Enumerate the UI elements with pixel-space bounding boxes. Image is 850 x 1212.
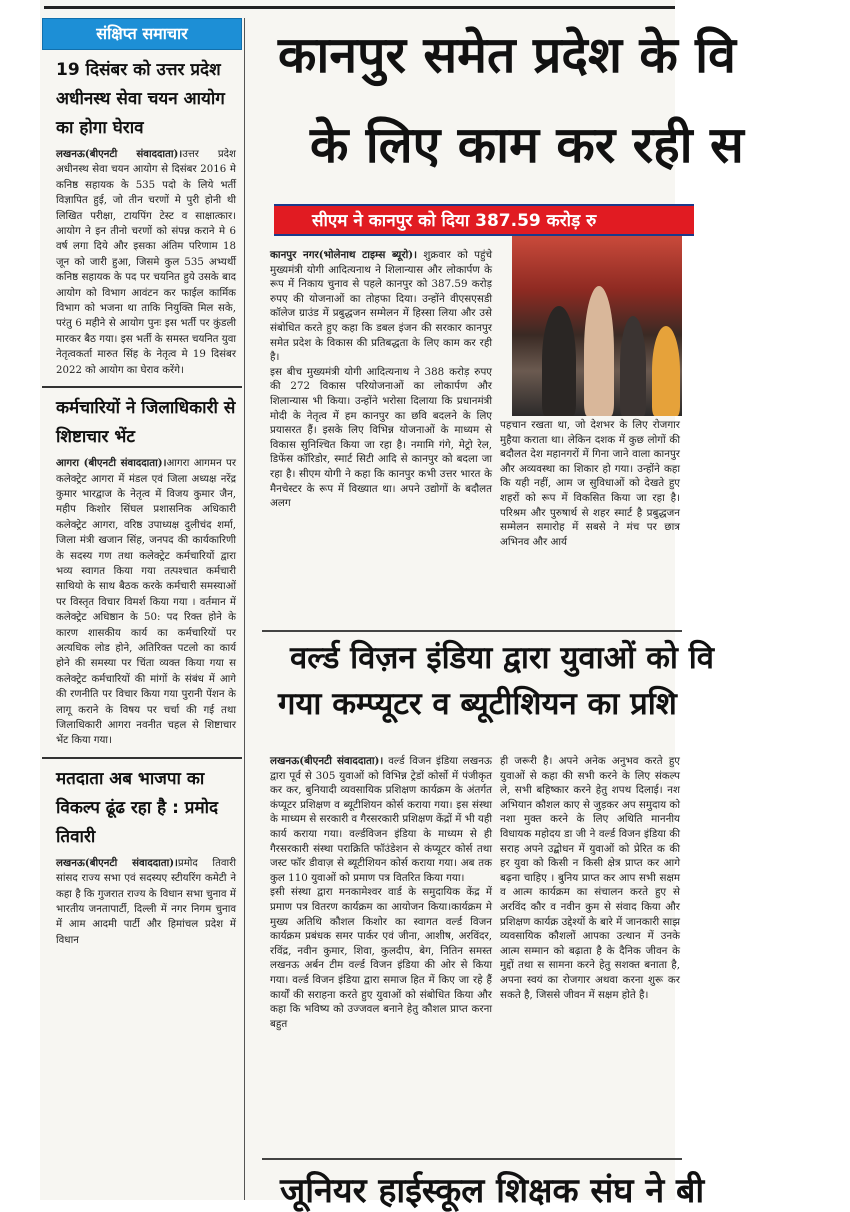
lead-headline-line2: के लिए काम कर रही स bbox=[310, 116, 744, 174]
lead-column-2: पहचान रखता था, जो देशभर के लिए रोजगार मुहैया कराता था। लेकिन दशक में कुछ लोगों की बदौलत देश महानगरों में गिना जाने वाला कानपुर और अव्यवस्था का शिकार हो गया। उन्होंने कहा कि यही नहीं, आम ज सुविधाओं को देखते हुए शहरों को रूप में विकसित किया जा रहा है। परिश्रम और पुरुषार्थ से शहर स्मार्ट है प्रबुद्धजन सम्मेलन समारोह में सबसे ने मंच पर छात्र अभिनव और आर्य bbox=[500, 419, 680, 548]
story3-body: प्रमोद तिवारी सांसद राज्य सभा एवं सदस्यए स्टीयरिंग कमेटी ने कहा है कि गुजरात राज्य के विधान सभा चुनाव में भारतीय जनतापार्टी, दिल्ली में नगर निगम चुनाव में आम आदमी पार्टी और हिमांचल प्रदेश में विधान bbox=[56, 857, 236, 946]
story1-body: उत्तर प्रदेश अधीनस्थ सेवा चयन आयोग से दिसंबर 2016 मे कनिष्ठ सहायक के 535 पदो के लिये भर्ती विज्ञापित हुई, जो तीन चरणों मे पुरी होनी थी लिखित परीक्षा, टायपिंग टेस्ट व साक्षात्कार। आयोग ने इन तीनो चरणों को संपन्न कराने मे 6 वर्ष लगा दिये और इसका अंतिम परिणाम 18 जून को जारी हुआ, जिसमे कुल 535 अभ्यर्थी कनिष्ठ सहायक के पद पर चयनित हुये उसके बाद आयोग को विभाग आवंटन कर फाईल कार्मिक विभाग को भजना था ताकि नियुक्ति मिल सके, परंतु 6 महीने से आयोग पुनः इस भर्ती पर कुंडली मारकर बैठ गया। इस भर्ती के समस्त चयनित युवा नेतृत्वकर्ता मारुत सिंह के नेतृत्व मे 19 दिसंबर 2022 को आयोग का घेराव करेंगे। bbox=[56, 149, 236, 376]
story1-text bbox=[56, 147, 236, 378]
story2-body: आगरा आगमन पर कलेक्ट्रेट आगरा में मंडल एवं जिला अध्यक्ष नरेंद्र कुमार भारद्वाज के नेतृत्व में विजय कुमार जैन, महीप किशोर सिंघल प्रशासनिक अधिकारी कलेक्ट्रेट आगरा, वरिष्ठ उपाध्यक्ष दुलीचंद शर्मा, जिला मंत्री खजान सिंह, जनपद की कार्यकारिणी के सदस्य गण तथा कलेक्ट्रेट कर्मचारियों द्वारा भव्य स्वागत किया गया तत्पश्चात कर्मचारी साथियो के साथ बैठक करके कर्मचारी समस्याओं पर विस्तृत विचार विमर्श किया गया । वर्तमान में कलेक्ट्रेट अधिष्ठान के 50: पद रिक्त होने के कारण शासकीय कार्य का कर्मचारियों पर अत्यधिक लोड होने, अतिरिक्त पटलो का कार्य होने की समस्या पर चिंता व्यक्त किया गया स कलेक्ट्रेट कर्मचारियों की मांगों के संबंध में आगे की रणनीति पर विचार किया गया पुरानी पेंशन के लागू कराने के विषय पर चर्चा की गई तथा जिलाधिकारी आगरा नवनीत चहल से शिष्टाचार भेंट किया गया। bbox=[56, 458, 236, 747]
story3-text bbox=[56, 856, 236, 948]
lead-body-2: इस बीच मुख्यमंत्री योगी आदित्यनाथ ने 388 करोड़ रुपए की 272 विकास परियोजनाओं का लोकार्पण और शिलान्यास भी किया। उन्होंने भरोसा दिलाया कि प्रधानमंत्री मोदी के नेतृत्व में हम कानपुर का छवि बदलने के लिए प्रयासरत हैं। इसके लिए विभिन्न योजनाओं के माध्यम से विकास सुनिश्चित किया जा रहा है। नमामि गंगे, मेट्रो रेल, डिफेंस कॉरिडोर, स्मार्ट सिटी आदि से कानपुर को बदला जा रहा है। सीएम योगी ने कहा कि कानपुर कभी उत्तर भारत के मैनचेस्टर के रूप में विख्यात था। अपने उद्योगों के बदौलत अलग bbox=[270, 365, 492, 510]
second-headline-line2: गया कम्प्यूटर व ब्यूटीशियन का प्रशि bbox=[278, 686, 677, 722]
brief-news-banner: संक्षिप्त समाचार bbox=[42, 18, 242, 50]
story3-dateline: लखनऊ(बीएनटी संवाददाता)। bbox=[56, 856, 178, 869]
lead-headline-line1: कानपुर समेत प्रदेश के वि bbox=[278, 26, 736, 84]
story1-headline: 19 दिसंबर को उत्तर प्रदेश अधीनस्थ सेवा चयन आयोग का होगा घेराव bbox=[56, 60, 225, 138]
column-divider bbox=[244, 18, 245, 1200]
story2-headline: कर्मचारियों ने जिलाधिकारी से शिष्टाचार भेंट bbox=[56, 398, 236, 448]
second-body-1: वर्ल्ड विजन इंडिया लखनऊ द्वारा पूर्व से 305 युवाओं को विभिन्न ट्रेडों कोर्सो में पंजीकृत कर कर, बुनियादी व्यवसायिक प्रशिक्षण कार्यक्रम के अंतर्गत कंप्यूटर प्रशिक्षण व ब्यूटीशियन कोर्स कराया गया। इस संस्था के माध्यम से सरकारी व गैरसरकारी प्रशिक्षण केंद्रों में भी यही कार्य कराया गया। वर्ल्डविजन इंडिया के माध्यम से ही गैरसरकारी संस्था पराक्रिति फॉउंडेशन से कंप्यूटर कोर्स तथा जस्ट फॉर डीवाज़ से ब्यूटीशियन कोर्स कराया गया। अब तक कुल 110 युवाओं को प्रमाण पत्र वितरित किया गया। bbox=[270, 755, 492, 884]
lead-column-1 bbox=[270, 248, 492, 511]
scan-margin bbox=[0, 0, 40, 1200]
subheadline-strip bbox=[274, 204, 694, 236]
bottom-headline: जूनियर हाईस्कूल शिक्षक संघ ने बी bbox=[280, 1171, 705, 1211]
story1-dateline: लखनऊ(बीएनटी संवाददाता)। bbox=[56, 148, 183, 160]
event-photo bbox=[512, 236, 682, 416]
second-dateline: लखनऊ(बीएनटी संवाददाता)। bbox=[270, 755, 384, 767]
second-body-2: इसी संस्था द्वारा मनकामेश्वर वार्ड के समुदायिक केंद्र में प्रमाण पत्र वितरण कार्यक्रम का आयोजन किया।कार्यक्रम मे मुख्य अतिथि कौशल किशोर का स्वागत वर्ल्ड विजन कार्यक्रम प्रबंधक समर पार्कर एवं जीना, आशीष, अरविंदर, रविंद्र, नवीन कुमार, शिवा, कुलदीप, बेग, नितिन समस्त लखनऊ अर्बन टीम वर्ल्ड विजन इंडिया की ओर से किया गया। वर्ल्ड विजन इंडिया द्वारा समाज हित में किए जा रहे हैं कार्यों की सराहना करते हुए युवाओं को संबोधित किया और कहा कि भविष्य को उज्जवल बनाने हेतु कौशल प्राप्त करना बहुत bbox=[270, 886, 492, 1030]
subheadline-text: सीएम ने कानपुर को दिया 387.59 करोड़ रु bbox=[312, 211, 597, 231]
story2-text bbox=[56, 456, 236, 749]
divider bbox=[42, 757, 242, 759]
story3-headline: मतदाता अब भाजपा का विकल्प ढूंढ रहा है : प्रमोद तिवारी bbox=[56, 768, 219, 847]
main-stories bbox=[250, 18, 744, 1211]
second-column-1 bbox=[270, 754, 492, 1031]
brief-news-column bbox=[42, 18, 242, 1200]
story2-dateline: आगरा (बीएनटी संवाददाता)। bbox=[56, 457, 167, 470]
second-headline-line1: वर्ल्ड विज़न इंडिया द्वारा युवाओं को वि bbox=[290, 640, 714, 676]
second-column-2: ही जरूरी है। अपने अनेक अनुभव करते हुए युवाओं से कहा की सभी करने के लिए संकल्प ले, सभी बहिष्कार करने हेतु शपथ दिलाई। नश अभियान कौशल काए से जुड़कर अप समुदाय को नशा मुक्त करने के लिए अथिति माननीय विधायक महोदय डा जी ने वर्ल्ड विजन इंडिया की सराह अपने उद्बोधन में युवाओं को प्रेरित क की हर युवा को किसी न किसी क्षेत्र प्राप्त कर आगे बढ़ना चाहिए । बुनिय प्राप्त कर आप सभी सक्षम व आत्म कार्यक्रम का संचालन करते हुए से अरविंद कौर व नवीन कुम से संवाद किया और प्रशिक्षण कार्यक्र उद्देश्यों के बारे में जानकारी साझ व्यवसायिक कौशलों आपका उत्थान में उनके आत्म सम्मान को बढ़ाता है के दैनिक जीवन के मुद्दों तथा स सामना करने हेतु सशक्त बनाता है, अपना स्वयं का रोजगार अथवा करना शुरू कर सकते है, जिससे जीवन में सक्षम होते है। bbox=[500, 755, 680, 1001]
divider bbox=[42, 386, 242, 388]
story-divider bbox=[262, 1158, 682, 1160]
lead-body-1: शुक्रवार को पहुंचे मुख्यमंत्री योगी आदित्यनाथ ने शिलान्यास और लोकार्पण के रूप में निकाय चुनाव से पहले कानपुर को 387.59 करोड़ रुपए की योजनाओं का तोहफा दिया। उन्होंने वीएसएसडी कॉलेज ग्राउंड में प्रबुद्धजन सम्मेलन में हिस्सा लिया और उसे संबोधित करते हुए कहा कि डबल इंजन की सरकार कानपुर समेत प्रदेश के विकास की प्रतिबद्धता के लिए काम कर रही है। bbox=[270, 249, 492, 364]
story-divider bbox=[262, 630, 682, 632]
lead-dateline: कानपुर नगर(भोलेनाथ टाइम्स ब्यूरो)। bbox=[270, 249, 418, 261]
top-rule bbox=[44, 0, 675, 9]
